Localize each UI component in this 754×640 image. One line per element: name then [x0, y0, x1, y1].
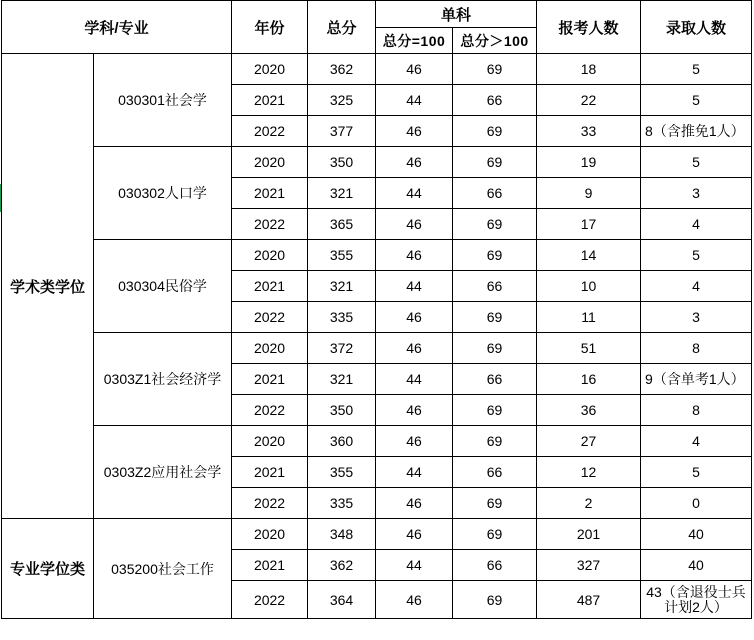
cell-single-gt100: 69 — [453, 240, 537, 271]
major-name: 0303Z1社会经济学 — [94, 333, 232, 426]
table-row — [2, 54, 752, 85]
cell-year: 2021 — [232, 85, 308, 116]
header-single: 单科 — [376, 1, 537, 28]
cell-single-gt100: 69 — [453, 116, 537, 147]
cell-single-gt100: 66 — [453, 550, 537, 581]
cell-year: 2020 — [232, 54, 308, 85]
cell-admitted: 8（含推免1人） — [641, 116, 752, 147]
cell-admitted: 43（含退役士兵计划2人） — [641, 581, 752, 619]
cell-admitted: 0 — [641, 488, 752, 519]
cell-year: 2022 — [232, 488, 308, 519]
cell-applicants: 19 — [537, 147, 641, 178]
header-single-100: 总分=100 — [376, 28, 453, 54]
cell-single-100: 46 — [376, 488, 453, 519]
cell-applicants: 27 — [537, 426, 641, 457]
cell-total: 335 — [308, 302, 376, 333]
cell-admitted: 5 — [641, 147, 752, 178]
cell-total: 348 — [308, 519, 376, 550]
cell-single-gt100: 69 — [453, 209, 537, 240]
admission-score-table — [1, 0, 752, 619]
cell-total: 362 — [308, 550, 376, 581]
cell-total: 335 — [308, 488, 376, 519]
cell-total: 350 — [308, 147, 376, 178]
cell-single-100: 46 — [376, 240, 453, 271]
cell-admitted: 5 — [641, 457, 752, 488]
cell-applicants: 17 — [537, 209, 641, 240]
cell-total: 355 — [308, 240, 376, 271]
cell-single-gt100: 69 — [453, 302, 537, 333]
cell-year: 2021 — [232, 457, 308, 488]
cell-single-100: 44 — [376, 271, 453, 302]
cell-year: 2020 — [232, 240, 308, 271]
cell-applicants: 36 — [537, 395, 641, 426]
major-name: 035200社会工作 — [94, 519, 232, 619]
cell-applicants: 201 — [537, 519, 641, 550]
cell-admitted: 40 — [641, 519, 752, 550]
cell-applicants: 11 — [537, 302, 641, 333]
cell-single-gt100: 69 — [453, 333, 537, 364]
cell-applicants: 51 — [537, 333, 641, 364]
cell-single-100: 44 — [376, 364, 453, 395]
cell-total: 360 — [308, 426, 376, 457]
cell-single-gt100: 69 — [453, 54, 537, 85]
cell-admitted: 5 — [641, 240, 752, 271]
header-year: 年份 — [232, 1, 308, 54]
cell-applicants: 33 — [537, 116, 641, 147]
cell-single-100: 44 — [376, 550, 453, 581]
cell-year: 2020 — [232, 519, 308, 550]
cell-year: 2022 — [232, 116, 308, 147]
cell-admitted: 3 — [641, 178, 752, 209]
cell-applicants: 10 — [537, 271, 641, 302]
major-name: 030301社会学 — [94, 54, 232, 147]
cell-admitted: 4 — [641, 271, 752, 302]
cell-year: 2022 — [232, 581, 308, 619]
cell-total: 372 — [308, 333, 376, 364]
cell-total: 365 — [308, 209, 376, 240]
cell-total: 362 — [308, 54, 376, 85]
cell-applicants: 9 — [537, 178, 641, 209]
cell-single-gt100: 69 — [453, 488, 537, 519]
cell-applicants: 16 — [537, 364, 641, 395]
cell-single-100: 46 — [376, 302, 453, 333]
cell-total: 350 — [308, 395, 376, 426]
major-name: 030304民俗学 — [94, 240, 232, 333]
header-applicants: 报考人数 — [537, 1, 641, 54]
cell-single-100: 44 — [376, 85, 453, 116]
cell-admitted: 4 — [641, 209, 752, 240]
cell-admitted: 5 — [641, 85, 752, 116]
table-row — [2, 426, 752, 457]
cell-single-100: 46 — [376, 147, 453, 178]
cell-applicants: 18 — [537, 54, 641, 85]
cell-applicants: 12 — [537, 457, 641, 488]
category-academic: 学术类学位 — [2, 54, 94, 519]
cell-total: 321 — [308, 364, 376, 395]
table-row — [2, 519, 752, 550]
cell-single-gt100: 69 — [453, 519, 537, 550]
cell-year: 2021 — [232, 178, 308, 209]
cell-total: 321 — [308, 271, 376, 302]
cell-single-100: 46 — [376, 519, 453, 550]
cell-year: 2022 — [232, 395, 308, 426]
cell-single-100: 44 — [376, 178, 453, 209]
cell-year: 2021 — [232, 364, 308, 395]
cell-single-gt100: 66 — [453, 457, 537, 488]
cell-applicants: 22 — [537, 85, 641, 116]
major-name: 0303Z2应用社会学 — [94, 426, 232, 519]
cell-single-100: 46 — [376, 426, 453, 457]
header-row — [2, 1, 752, 28]
cell-single-100: 46 — [376, 333, 453, 364]
cell-single-100: 46 — [376, 395, 453, 426]
cell-year: 2022 — [232, 209, 308, 240]
cell-single-gt100: 66 — [453, 364, 537, 395]
cell-single-gt100: 66 — [453, 271, 537, 302]
cell-admitted: 5 — [641, 54, 752, 85]
cell-applicants: 487 — [537, 581, 641, 619]
cell-admitted: 4 — [641, 426, 752, 457]
cell-single-gt100: 69 — [453, 147, 537, 178]
cell-single-gt100: 66 — [453, 85, 537, 116]
cell-single-gt100: 69 — [453, 581, 537, 619]
cell-admitted: 3 — [641, 302, 752, 333]
cell-total: 321 — [308, 178, 376, 209]
cell-total: 377 — [308, 116, 376, 147]
cell-applicants: 327 — [537, 550, 641, 581]
cell-single-gt100: 69 — [453, 395, 537, 426]
table-row — [2, 333, 752, 364]
major-name: 030302人口学 — [94, 147, 232, 240]
cell-admitted: 40 — [641, 550, 752, 581]
cell-total: 325 — [308, 85, 376, 116]
header-single-gt100: 总分＞100 — [453, 28, 537, 54]
category-professional: 专业学位类 — [2, 519, 94, 619]
cell-year: 2022 — [232, 302, 308, 333]
cell-admitted: 8 — [641, 395, 752, 426]
cell-year: 2020 — [232, 426, 308, 457]
cell-year: 2021 — [232, 271, 308, 302]
cell-single-100: 46 — [376, 54, 453, 85]
cell-year: 2021 — [232, 550, 308, 581]
cell-single-gt100: 66 — [453, 178, 537, 209]
cell-applicants: 2 — [537, 488, 641, 519]
cell-single-100: 46 — [376, 209, 453, 240]
cell-single-100: 46 — [376, 116, 453, 147]
cell-year: 2020 — [232, 333, 308, 364]
cell-single-100: 46 — [376, 581, 453, 619]
cell-admitted: 9（含单考1人） — [641, 364, 752, 395]
cell-single-gt100: 69 — [453, 426, 537, 457]
cell-admitted: 8 — [641, 333, 752, 364]
header-total: 总分 — [308, 1, 376, 54]
cell-total: 355 — [308, 457, 376, 488]
header-subject: 学科/专业 — [2, 1, 232, 54]
cell-single-100: 44 — [376, 457, 453, 488]
cell-applicants: 14 — [537, 240, 641, 271]
header-admitted: 录取人数 — [641, 1, 752, 54]
cell-total: 364 — [308, 581, 376, 619]
cell-year: 2020 — [232, 147, 308, 178]
table-row — [2, 240, 752, 271]
table-row — [2, 147, 752, 178]
